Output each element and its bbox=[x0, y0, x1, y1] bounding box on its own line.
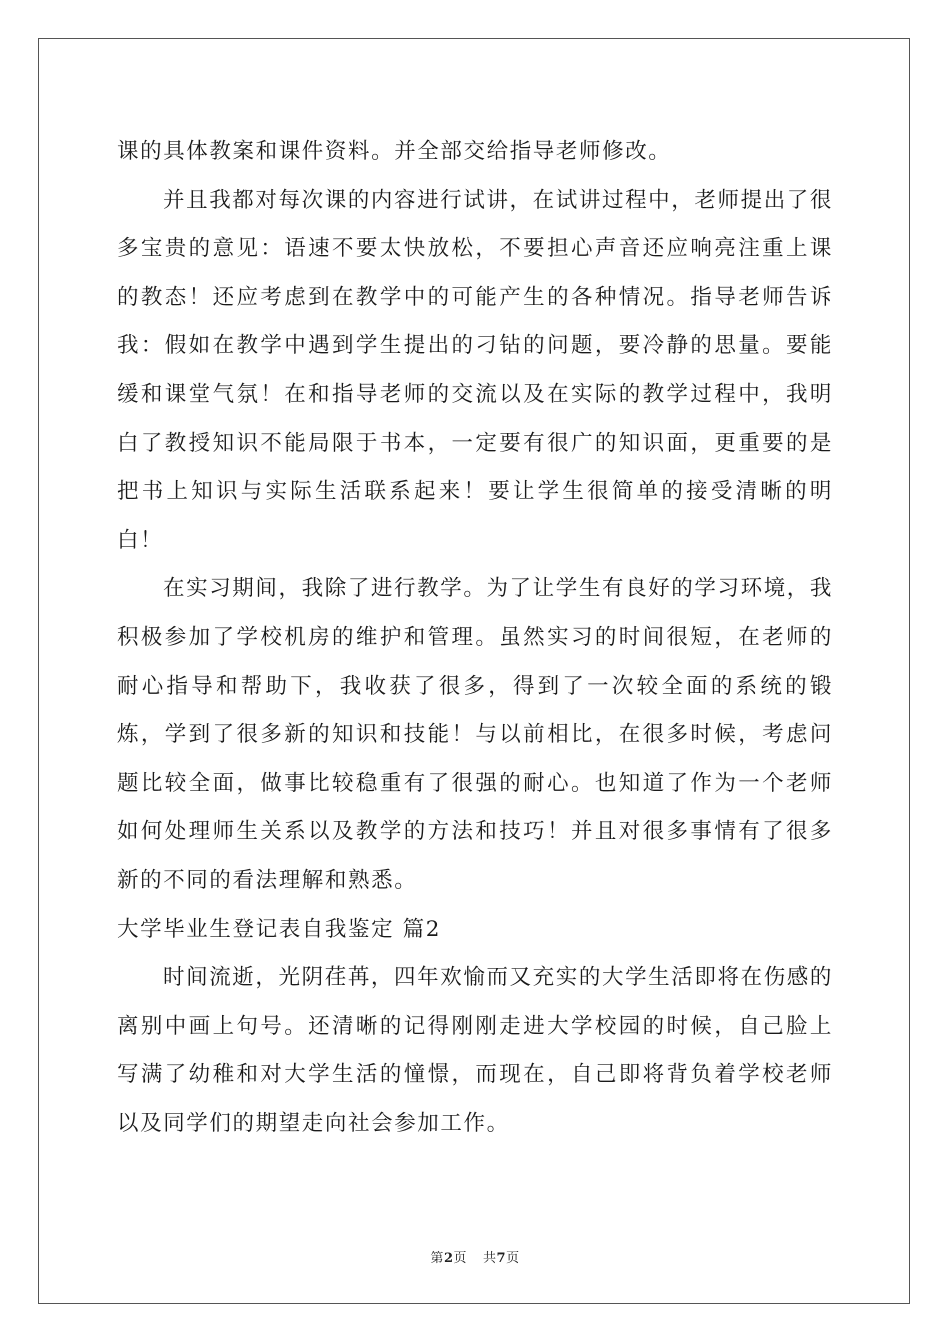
paragraph: 并且我都对每次课的内容进行试讲，在试讲过程中，老师提出了很多宝贵的意见：语速不要太快放松，不要担心声音还应响亮注重上课的教态！还应考虑到在教学中的可能产生的各种情况。指导老师告诉我：假如在教学中遇到学生提出的刁钻的问题，要冷静的思量。要能缓和课堂气氛！在和指导老师的交流以及在实际的教学过程中，我明白了教授知识不能局限于书本，一定要有很广的知识面，更重要的是把书上知识与实际生活联系起来！要让学生很简单的接受清晰的明白！ bbox=[117, 187, 833, 553]
document-body bbox=[117, 128, 833, 1148]
paragraph-continued: 课的具体教案和课件资料。并全部交给指导老师修改。 bbox=[117, 139, 672, 164]
paragraph: 在实习期间，我除了进行教学。为了让学生有良好的学习环境，我积极参加了学校机房的维护和管理。虽然实习的时间很短，在老师的耐心指导和帮助下，我收获了很多，得到了一次较全面的系统的锻炼，学到了很多新的知识和技能！与以前相比，在很多时候，考虑问题比较全面，做事比较稳重有了很强的耐心。也知道了作为一个老师如何处理师生关系以及教学的方法和技巧！并且对很多事情有了很多新的不同的看法理解和熟悉。 bbox=[117, 576, 833, 893]
total-pages-label: 共7页 bbox=[483, 1251, 520, 1266]
page-footer bbox=[0, 1247, 950, 1266]
section-heading: 大学毕业生登记表自我鉴定 篇2 bbox=[117, 916, 442, 942]
paragraph: 时间流逝，光阴荏苒，四年欢愉而又充实的大学生活即将在伤感的离别中画上句号。还清晰的记得刚刚走进大学校园的时候，自己脸上写满了幼稚和对大学生活的憧憬，而现在，自己即将背负着学校老师以及同学们的期望走向社会参加工作。 bbox=[117, 965, 833, 1136]
current-page-number: 2 bbox=[443, 1251, 454, 1266]
total-page-number: 7 bbox=[496, 1251, 507, 1266]
page-number-label: 第2页 bbox=[430, 1251, 467, 1266]
